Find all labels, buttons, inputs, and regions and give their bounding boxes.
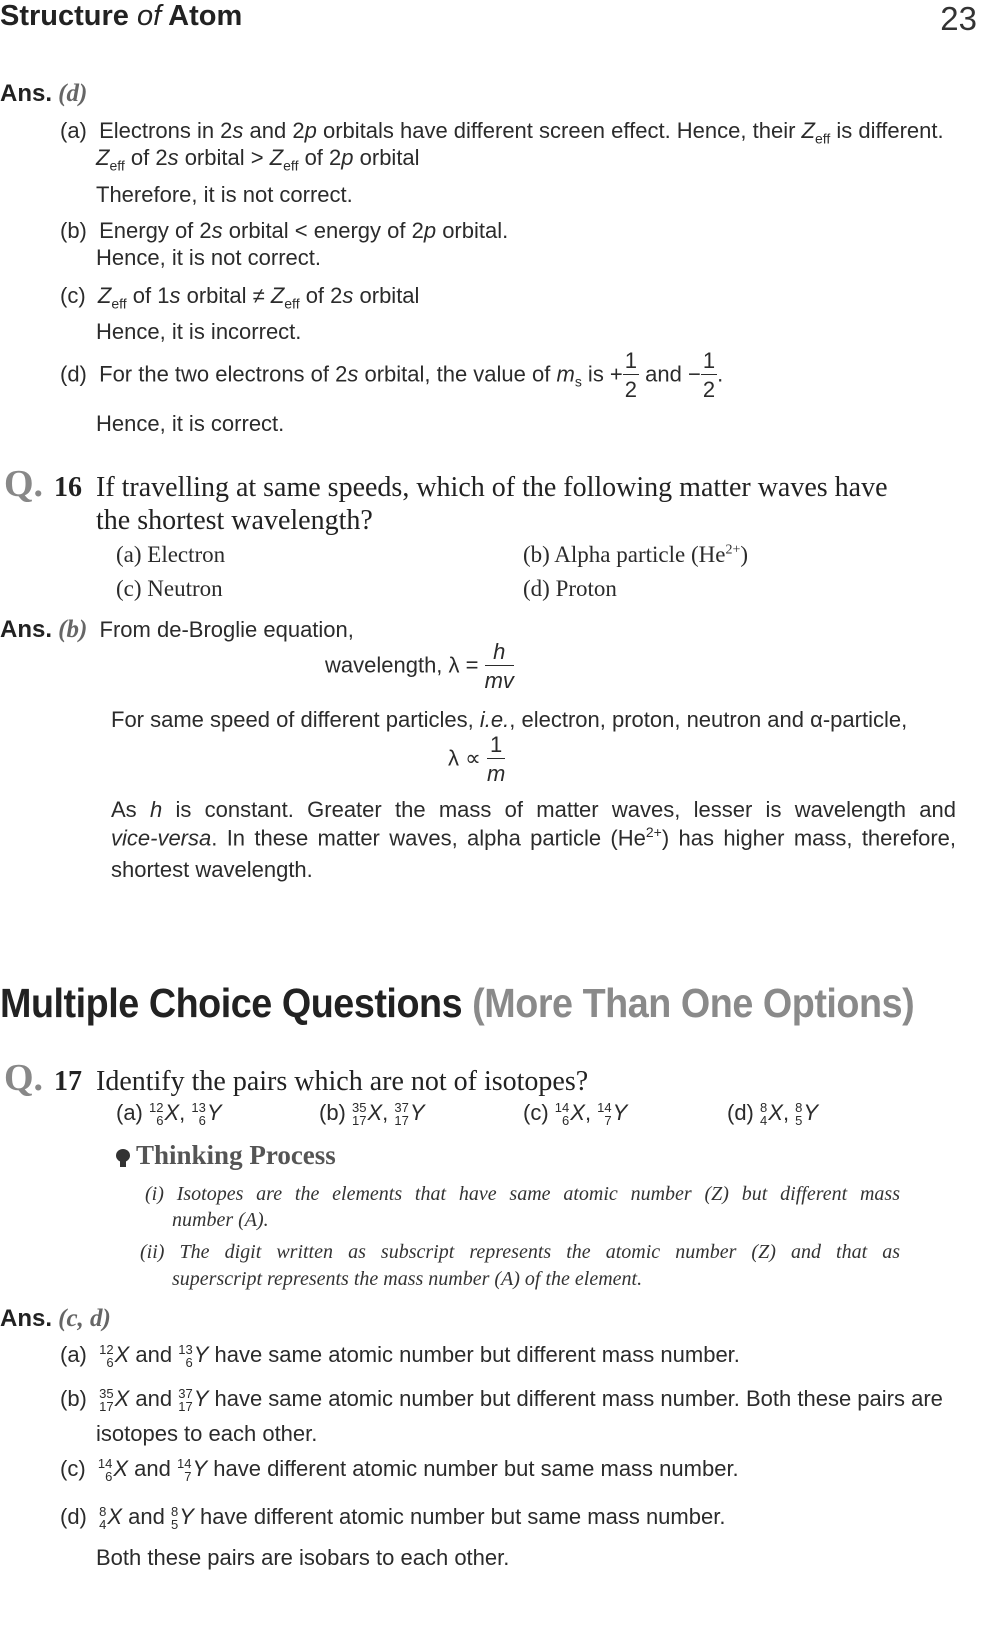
thinking-process-heading: Thinking Process bbox=[116, 1140, 336, 1171]
fraction-half-positive: $\frac{1}{2}$ bbox=[624, 348, 638, 402]
q17-question: Identify the pairs which are not of isotopes? bbox=[96, 1066, 589, 1097]
q15-answer-heading: Ans. (d) bbox=[0, 80, 88, 107]
q15-ans-d-line2: Hence, it is correct. bbox=[96, 411, 285, 436]
q15-ans-d-line1: (d) For the two electrons of 2s orbital, the value of $m_s$ is + $\frac{1}{2}$ and − $\frac{1}{2}$ . bbox=[60, 348, 724, 402]
q16-question-line2: the shortest wavelength? bbox=[96, 505, 373, 536]
q17-answer-heading: Ans. (c, d) bbox=[0, 1305, 111, 1332]
q17-ans-d-line2: Both these pairs are isobars to each other. bbox=[96, 1545, 510, 1570]
page-number: 23 bbox=[940, 0, 977, 37]
thinking-process-point1-line2: number (A). bbox=[172, 1209, 269, 1231]
thinking-process-point2-line1: (ii) The digit written as subscript represents the atomic number (Z) and that as bbox=[140, 1241, 900, 1263]
q16-number: 16 bbox=[54, 472, 82, 503]
q16-same-speed-line: For same speed of different particles, i.e., electron, proton, neutron and α-particle, bbox=[111, 707, 908, 732]
q17-option-c: (c) 14 6 X, 14 7 Y bbox=[523, 1100, 628, 1129]
fraction-half-negative: $\frac{1}{2}$ bbox=[702, 348, 716, 402]
thinking-process-point2-line2: superscript represents the mass number (A) of the element. bbox=[172, 1268, 643, 1290]
q16-explanation-line2: vice-versa. In these matter waves, alpha particle $(He^{2+})$ has higher mass, therefore, bbox=[111, 824, 956, 851]
q16-question-line1: If travelling at same speeds, which of the following matter waves have bbox=[96, 472, 888, 503]
q16-eq-debroglie: wavelength, λ = $\frac{h}{mv}$ bbox=[325, 639, 514, 693]
page-header-title: Structure of Atom bbox=[0, 0, 243, 32]
q16-explanation-line1: As h is constant. Greater the mass of matter waves, lesser is wavelength and bbox=[111, 797, 956, 822]
q17-ans-b-line2: isotopes to each other. bbox=[96, 1421, 318, 1446]
q17-ans-c: (c) 14 6 X and 14 7 Y have different atomic number but same mass number. bbox=[60, 1456, 739, 1485]
q17-option-b: (b) 35 17 X, 37 17 Y bbox=[319, 1100, 425, 1129]
q15-ans-b-line2: Hence, it is not correct. bbox=[96, 245, 321, 270]
q16-eq-proportional: λ ∝ $\frac{1}{m}$ bbox=[448, 732, 506, 786]
thinking-process-point1-line1: (i) Isotopes are the elements that have same atomic number (Z) but different mass bbox=[145, 1183, 900, 1205]
q17-q-mark: Q. bbox=[4, 1057, 44, 1099]
q15-ans-a-line1: (a) Electrons in 2s and 2p orbitals have different screen effect. Hence, their $Z_{eff}$ is different. bbox=[60, 118, 944, 147]
q17-number: 17 bbox=[54, 1066, 82, 1097]
q17-ans-d-line1: (d) 8 4 X and 8 5 Y have different atomic number but same mass number. bbox=[60, 1504, 726, 1533]
q17-ans-a: (a) 12 6 X and 13 6 Y have same atomic number but different mass number. bbox=[60, 1342, 740, 1371]
q16-option-c: (c) Neutron bbox=[116, 576, 223, 601]
q16-option-b: (b) Alpha particle $(He^{2+})$ bbox=[523, 542, 749, 567]
q17-option-d: (d) 8 4 X, 8 5 Y bbox=[727, 1100, 819, 1129]
section-title: Multiple Choice Questions (More Than One Options) bbox=[0, 980, 915, 1026]
q15-ans-a-line2: $Z_{eff}$ of 2s orbital > $Z_{eff}$ of 2p orbital bbox=[96, 145, 420, 174]
q17-option-a: (a) 12 6 X, 13 6 Y bbox=[116, 1100, 222, 1129]
q16-option-a: (a) Electron bbox=[116, 542, 226, 567]
lightbulb-icon bbox=[116, 1149, 130, 1167]
q16-q-mark: Q. bbox=[4, 463, 44, 505]
q16-option-d: (d) Proton bbox=[523, 576, 617, 601]
q15-ans-c-line1: (c) $Z_{eff}$ of 1s orbital ≠ $Z_{eff}$ of 2s orbital bbox=[60, 283, 420, 312]
q16-answer-heading: Ans. (b) From de-Broglie equation, bbox=[0, 616, 354, 643]
q15-ans-a-line3: Therefore, it is not correct. bbox=[96, 182, 353, 207]
q15-ans-c-line2: Hence, it is incorrect. bbox=[96, 319, 302, 344]
q15-ans-b-line1: (b) Energy of 2s orbital < energy of 2p orbital. bbox=[60, 218, 509, 243]
q17-ans-b-line1: (b) 35 17 X and 37 17 Y have same atomic number but different mass number. Both these pairs are bbox=[60, 1386, 943, 1415]
q16-explanation-line3: shortest wavelength. bbox=[111, 857, 313, 882]
